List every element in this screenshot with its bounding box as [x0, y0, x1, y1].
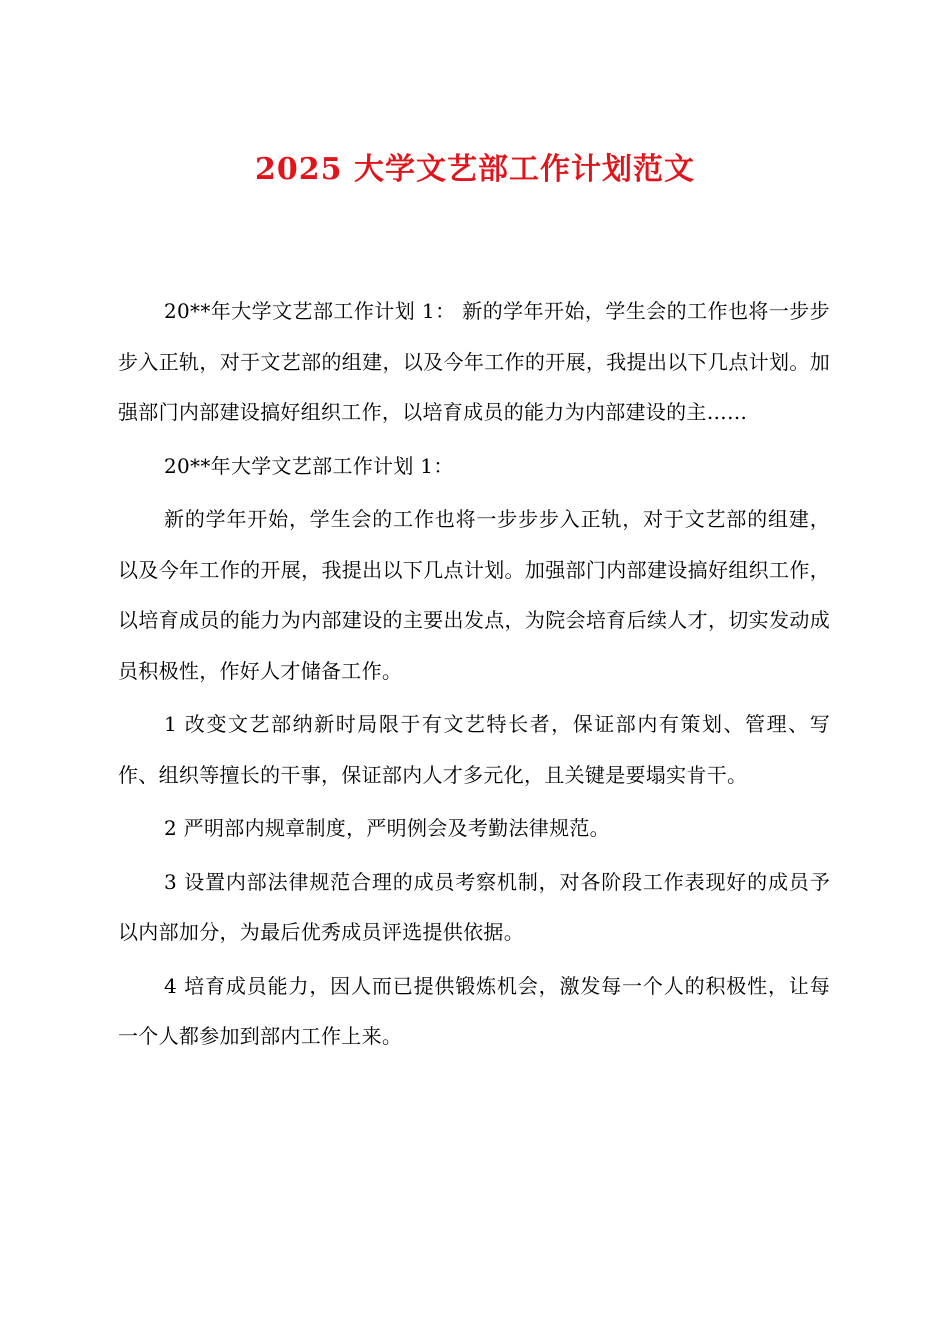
intro-paragraph: 20**年大学文艺部工作计划 1： 新的学年开始，学生会的工作也将一步步步入正轨，对于文艺部的组建，以及今年工作的开展，我提出以下几点计划。加强部门内部建设搞好组织工作，以培育成员的能力为内部建设的主…… [118, 299, 830, 424]
plan-item-2: 2 严明部内规章制度，严明例会及考勤法律规范。 [164, 816, 610, 840]
plan-item-4: 4 培育成员能力，因人而已提供锻炼机会，激发每一个人的积极性，让每一个人都参加到部内工作上来。 [118, 973, 830, 1048]
plan-item-3: 3 设置内部法律规范合理的成员考察机制，对各阶段工作表现好的成员予以内部加分，为最后优秀成员评选提供依据。 [118, 869, 830, 944]
document-body [118, 286, 830, 1065]
plan-item-1: 1 改变文艺部纳新时局限于有文艺特长者，保证部内有策划、管理、写作、组织等擅长的干事，保证部内人才多元化，且关键是要塌实肯干。 [118, 712, 830, 787]
plan-heading-paragraph: 20**年大学文艺部工作计划 1： [164, 453, 454, 478]
document-title: 2025 大学文艺部工作计划范文 [255, 152, 695, 187]
overview-paragraph: 新的学年开始，学生会的工作也将一步步步入正轨，对于文艺部的组建，以及今年工作的开展，我提出以下几点计划。加强部门内部建设搞好组织工作，以培育成员的能力为内部建设的主要出发点，为院会培育后续人才，切实发动成员积极性，作好人才储备工作。 [118, 507, 830, 683]
